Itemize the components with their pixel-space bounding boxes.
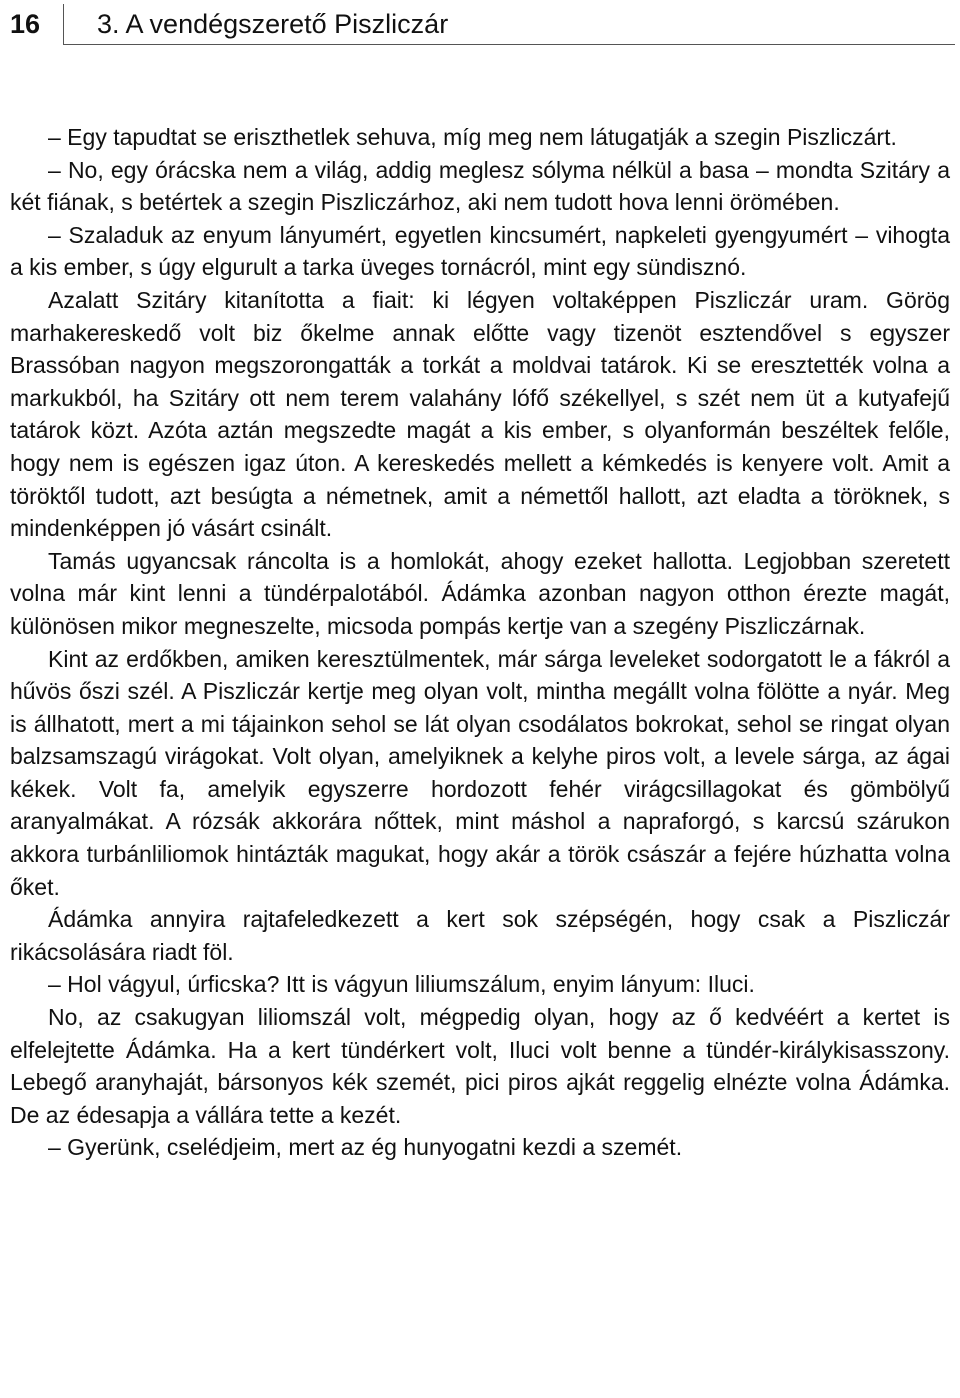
paragraph: – Szaladuk az enyum lányumért, egyetlen kincsumért, napkeleti gyengyumért – vihogta a kis ember, s úgy elgurult a tarka üveges tornácról, mint egy sündisznó. [10,221,950,281]
page-header [0,0,960,48]
paragraph: Azalatt Szitáry kitanította a fiait: ki légyen voltaképpen Piszliczár uram. Görög marhakereskedő volt biz őkelme annak előtte vagy tizenöt esztendővel s egyszer Brassóban nagyon megszorongatták a torkát a moldvai tatárok. Ki se eresztették volna a markukból, ha Szitáry ott nem terem valahány lófő székellyel, s szét nem üt a kutyafejű tatárok közt. Azóta aztán megszedte magát a kis ember, s olyanformán beszéltek felőle, hogy nem is egészen igaz úton. A kereskedés mellett a kémkedés is kenyere volt. Amit a töröktől tudott, azt besúgta a németnek, amit a némettől hallott, azt eladta a töröknek, s mindenképpen jó vásárt csinált. [10,286,950,542]
header-rule [63,44,955,45]
paragraph: No, az csakugyan liliomszál volt, mégpedig olyan, hogy az ő kedvéért a kertet is elfelejtette Ádámka. Ha a kert tündérkert volt, Iluci volt benne a tündér-királykisasszony. Lebegő aranyhaját, bársonyos kék szemét, pici piros ajkát reggelig elnézte volna Ádámka. De az édesapja a vállára tette a kezét. [10,1004,950,1128]
body-text [10,121,950,1164]
paragraph: Kint az erdőkben, amiken keresztülmentek, már sárga leveleket sodorgatott le a fákról a hűvös őszi szél. A Piszliczár kertje meg olyan volt, mintha megállt volna fölötte a nyár. Meg is állhatott, mert a mi tájainkon sehol se lát olyan csodálatos bokrokat, sehol se ringat olyan balzsamszagú virágokat. Volt olyan, amelyiknek a kelyhe piros volt, a levele sárga, az ágai kékek. Volt fa, amelyik egyszerre hordozott fehér virágcsillagokat és gömbölyű aranyalmákat. A rózsák akkorára nőttek, mint máshol a napraforgó, s karcsú szárukon akkora turbánliliomok hintázták magukat, hogy akár a török császár a fejére húzhatta volna őket. [10,645,950,900]
paragraph: Ádámka annyira rajtafeledkezett a kert sok szépségén, hogy csak a Piszliczár rikácsolására riadt föl. [10,906,950,965]
paragraph: – Egy tapudtat se eriszthetlek sehuva, míg meg nem látugatják a szegin Piszliczárt. [48,124,897,150]
header-vertical-divider [63,4,64,44]
paragraph: Tamás ugyancsak ráncolta is a homlokát, ahogy ezeket hallotta. Legjobban szeretett volna már kint lenni a tündérpalotából. Ádámka azonban nagyon otthon érezte magát, különösen mikor megneszelte, micsoda pompás kertje van a szegény Piszliczárnak. [10,547,950,639]
paragraph: – Gyerünk, cselédjeim, mert az ég hunyogatni kezdi a szemét. [48,1134,683,1161]
page-number: 16 [10,9,41,39]
chapter-title: 3. A vendégszerető Piszliczár [97,9,449,39]
paragraph: – No, egy órácska nem a világ, addig meglesz sólyma nélkül a basa – mondta Szitáry a két fiának, s betértek a szegin Piszliczárhoz, aki nem tudott hova lenni örömében. [10,156,950,216]
paragraph: – Hol vágyul, úrficska? Itt is vágyun liliumszálum, enyim lányum: Iluci. [48,971,755,998]
